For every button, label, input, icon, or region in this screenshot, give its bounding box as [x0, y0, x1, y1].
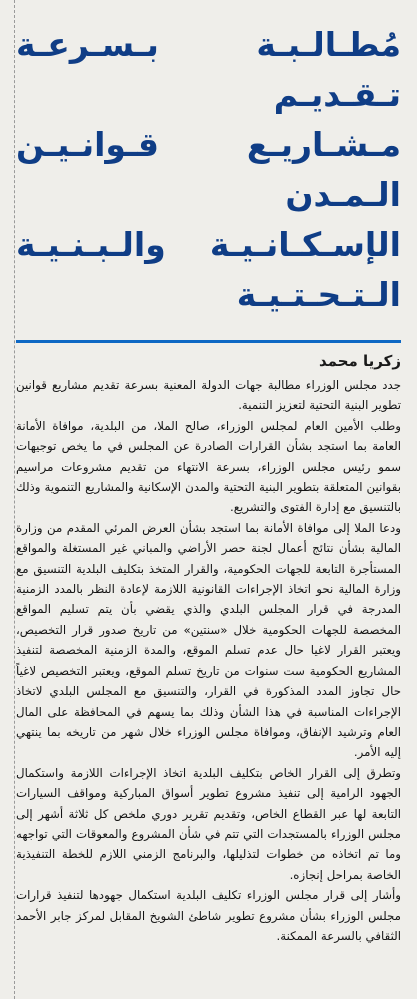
byline: زكريا محمد — [319, 352, 401, 370]
paragraph: وتطرق إلى القرار الخاص بتكليف البلدية اتخاذ الإجراءات اللازمة واستكمال الجهود الرامية إلى تنفيذ مشروع تطوير أسواق المباركية ومواقف السيارات التابعة لها عبر القطاع الخاص، وتقديم تقرير دوري ملخص كل ثلاثة أشهر إلى مجلس الوزراء بالمستجدات التي تتم في شأن المشروع والمعوقات التي تواجهه وما تم اتخاذه من خطوات لتذليلها، والبرنامج الزمني اللازم للخطة التنفيذية الخاصة بمراحل إنجازه. — [16, 765, 401, 882]
column-divider — [14, 0, 15, 999]
headline-line: مـشـاريـع قـوانـيـن الـمـدن — [16, 125, 401, 214]
headline-line: الإسـكـانـيـة والـبـنـيـة الـتـحـتـيـة — [16, 225, 401, 314]
headline-line: مُطـالـبـة بـسـرعـة تـقـديـم — [16, 25, 401, 114]
article-body — [16, 375, 401, 946]
paragraph: جدد مجلس الوزراء مطالبة جهات الدولة المعنية بسرعة تقديم مشاريع قوانين تطوير البنية التحتية لتعزيز التنمية. — [16, 378, 401, 413]
paragraph: وطلب الأمين العام لمجلس الوزراء، صالح الملا، من البلدية، موافاة الأمانة العامة بما استجد بشأن القرارات الصادرة عن المجلس في ما يخص توجيهات سمو رئيس مجلس الوزراء، بسرعة الانتهاء من تقديم مشروعات مراسيم بقوانين المتعلقة بتطوير البنية التحتية والمدن الإسكانية والمشاريع التنموية وذلك بالتنسيق مع إدارة الفتوى والتشريع. — [16, 418, 401, 515]
headline-rule — [16, 340, 401, 343]
paragraph: وأشار إلى قرار مجلس الوزراء تكليف البلدية استكمال جهودها لتنفيذ قرارات مجلس الوزراء بشأن مشروع تطوير شاطئ الشويخ المقابل لمركز جابر الأحمد الثقافي بالسرعة الممكنة. — [16, 888, 401, 943]
paragraph: ودعا الملا إلى موافاة الأمانة بما استجد بشأن العرض المرئي المقدم من وزارة المالية بشأن نتائج أعمال لجنة حصر الأراضي والمباني غير المستغلة والمواقع المستأجرة التابعة للجهات الحكومية، والقرار المتخذ بتكليف البلدية التنسيق مع وزارة المالية نحو اتخاذ الإجراءات القانونية اللازمة لإعادة النظر بالمدد الزمنية المدرجة في قرار المجلس البلدي والذي يقضي بأن يتم تسليم المواقع المخصصة للجهات الحكومية خلال «سنتين» من تاريخ صدور قرار التخصيص، ويعتبر القرار لاغيا حال عدم تسلم الموقع، والمدة الزمنية المخصصة لتنفيذ المشاريع الحكومية ست سنوات من تاريخ تسلم الموقع، ويعتبر التخصيص لاغياً حال تجاوز المدد المذكورة في القرار، والتنسيق مع المجلس البلدي لاتخاذ الإجراءات المناسبة في هذا الشأن وذلك بما يسهم في المحافظة على المال العام وترشيد الإنفاق، وموافاة مجلس الوزراء خلال شهر من تاريخه بما ينتهي إليه الأمر. — [16, 520, 401, 760]
article-headline — [16, 0, 401, 320]
